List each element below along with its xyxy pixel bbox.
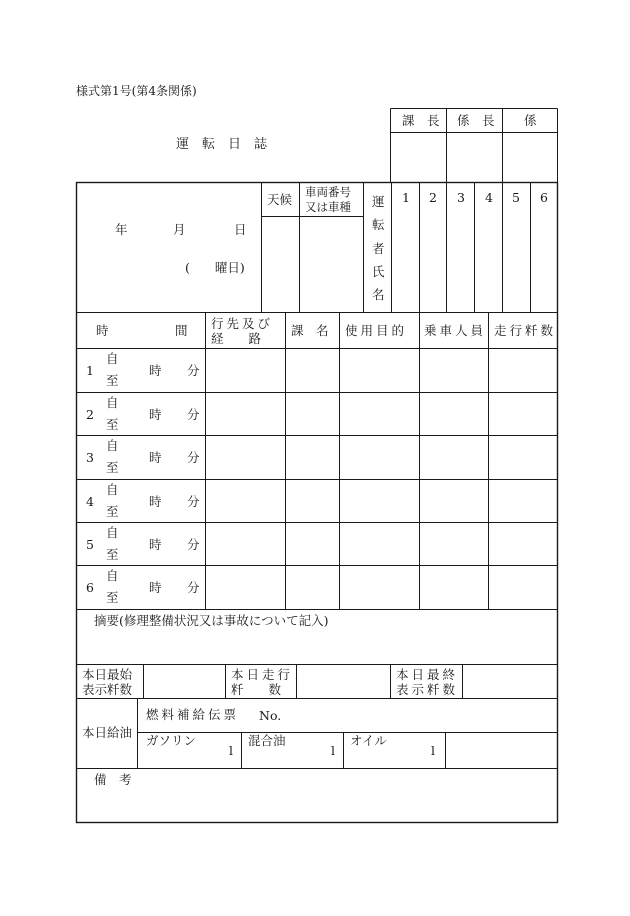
from-label: 自 <box>106 568 119 583</box>
minute-label: 分 <box>187 537 200 552</box>
hour-label: 時 <box>149 494 162 509</box>
odometer-run-label-1: 本日走行 <box>231 667 294 682</box>
from-label: 自 <box>106 525 119 540</box>
date-month-label: 月 <box>173 222 186 237</box>
header-destination-2: 経 路 <box>211 331 262 346</box>
from-label: 自 <box>106 395 119 410</box>
odometer-start-label-2: 表示粁数 <box>82 682 133 697</box>
driver-number: 3 <box>457 190 465 205</box>
fuel-slip-number-field[interactable] <box>280 699 557 732</box>
hour-label: 時 <box>149 537 162 552</box>
header-time-1: 時 <box>96 323 109 338</box>
hour-label: 時 <box>149 407 162 422</box>
fuel-slip-no: No. <box>259 708 282 723</box>
header-time-2: 間 <box>175 323 188 338</box>
approval-kacho: 課 長 <box>402 113 440 128</box>
driver-number: 5 <box>512 190 520 205</box>
header-section: 課 名 <box>291 323 329 338</box>
date-weekday-label: ( 曜日) <box>185 260 245 275</box>
minute-label: 分 <box>187 494 200 509</box>
from-label: 自 <box>106 482 119 497</box>
header-purpose: 使用目的 <box>345 323 408 338</box>
to-label: 至 <box>106 504 119 519</box>
to-label: 至 <box>106 547 119 562</box>
stamp-cell-kakaricho[interactable] <box>447 133 502 182</box>
remarks-field[interactable] <box>77 790 557 822</box>
date-day-label: 日 <box>234 222 247 237</box>
header-passengers: 乗車人員 <box>424 323 487 338</box>
gasoline-unit: l <box>229 743 233 758</box>
row-number: 4 <box>86 494 94 509</box>
odometer-run-field[interactable] <box>297 665 390 698</box>
gasoline-field[interactable] <box>138 733 241 768</box>
summary-label: 摘要(修理整備状況又は事故について記入) <box>94 613 329 628</box>
driver-number: 1 <box>402 190 410 205</box>
to-label: 至 <box>106 590 119 605</box>
approval-kakari: 係 <box>524 113 537 128</box>
row-number: 3 <box>86 450 94 465</box>
mixed-oil-label: 混合油 <box>248 733 286 748</box>
minute-label: 分 <box>187 363 200 378</box>
minute-label: 分 <box>187 407 200 422</box>
fuel-slip-label: 燃料補給伝票 <box>146 707 240 722</box>
driver-number: 4 <box>485 190 493 205</box>
driver-number: 6 <box>540 190 548 205</box>
driver-number: 2 <box>429 190 437 205</box>
stamp-cell-kakari[interactable] <box>503 133 557 182</box>
row-number: 1 <box>86 363 94 378</box>
driver-label-char: 転 <box>372 217 385 232</box>
vehicle-label-line1: 車両番号 <box>305 185 351 199</box>
from-label: 自 <box>106 438 119 453</box>
gasoline-label: ガソリン <box>146 733 197 748</box>
driver-label-char: 氏 <box>372 264 385 279</box>
driver-label-char: 名 <box>372 287 385 302</box>
form-number: 様式第1号(第4条関係) <box>76 84 197 98</box>
odometer-run-label-2: 粁 数 <box>231 682 282 697</box>
odometer-start-field[interactable] <box>144 665 225 698</box>
remarks-label: 備 考 <box>94 772 132 787</box>
driver-label-char: 者 <box>372 241 385 256</box>
hour-label: 時 <box>149 450 162 465</box>
weather-label: 天候 <box>267 192 293 207</box>
to-label: 至 <box>106 460 119 475</box>
header-destination-1: 行先及び <box>211 316 274 331</box>
minute-label: 分 <box>187 450 200 465</box>
approval-kakaricho: 係 長 <box>457 113 495 128</box>
odometer-end-field[interactable] <box>463 665 557 698</box>
stamp-cell-kacho[interactable] <box>391 133 446 182</box>
driver-label-char: 運 <box>372 194 385 209</box>
oil-unit: l <box>431 743 435 758</box>
odometer-start-label-1: 本日最始 <box>82 667 133 682</box>
mixed-oil-field[interactable] <box>242 733 343 768</box>
odometer-end-label-1: 本日最終 <box>396 667 459 682</box>
vehicle-label-line2: 又は車種 <box>305 200 351 214</box>
to-label: 至 <box>106 417 119 432</box>
oil-label: オイル <box>350 733 387 748</box>
row-number: 2 <box>86 407 94 422</box>
row-number: 5 <box>86 537 94 552</box>
from-label: 自 <box>106 351 119 366</box>
hour-label: 時 <box>149 580 162 595</box>
to-label: 至 <box>106 373 119 388</box>
hour-label: 時 <box>149 363 162 378</box>
fuel-label: 本日給油 <box>82 725 133 740</box>
date-year-label: 年 <box>115 222 128 237</box>
row-number: 6 <box>86 580 94 595</box>
odometer-end-label-2: 表示粁数 <box>396 682 459 697</box>
oil-field[interactable] <box>344 733 445 768</box>
minute-label: 分 <box>187 580 200 595</box>
summary-field[interactable] <box>77 632 557 664</box>
mixed-oil-unit: l <box>331 743 335 758</box>
header-km: 走行粁数 <box>494 323 557 338</box>
page-title: 運 転 日 誌 <box>176 137 268 152</box>
